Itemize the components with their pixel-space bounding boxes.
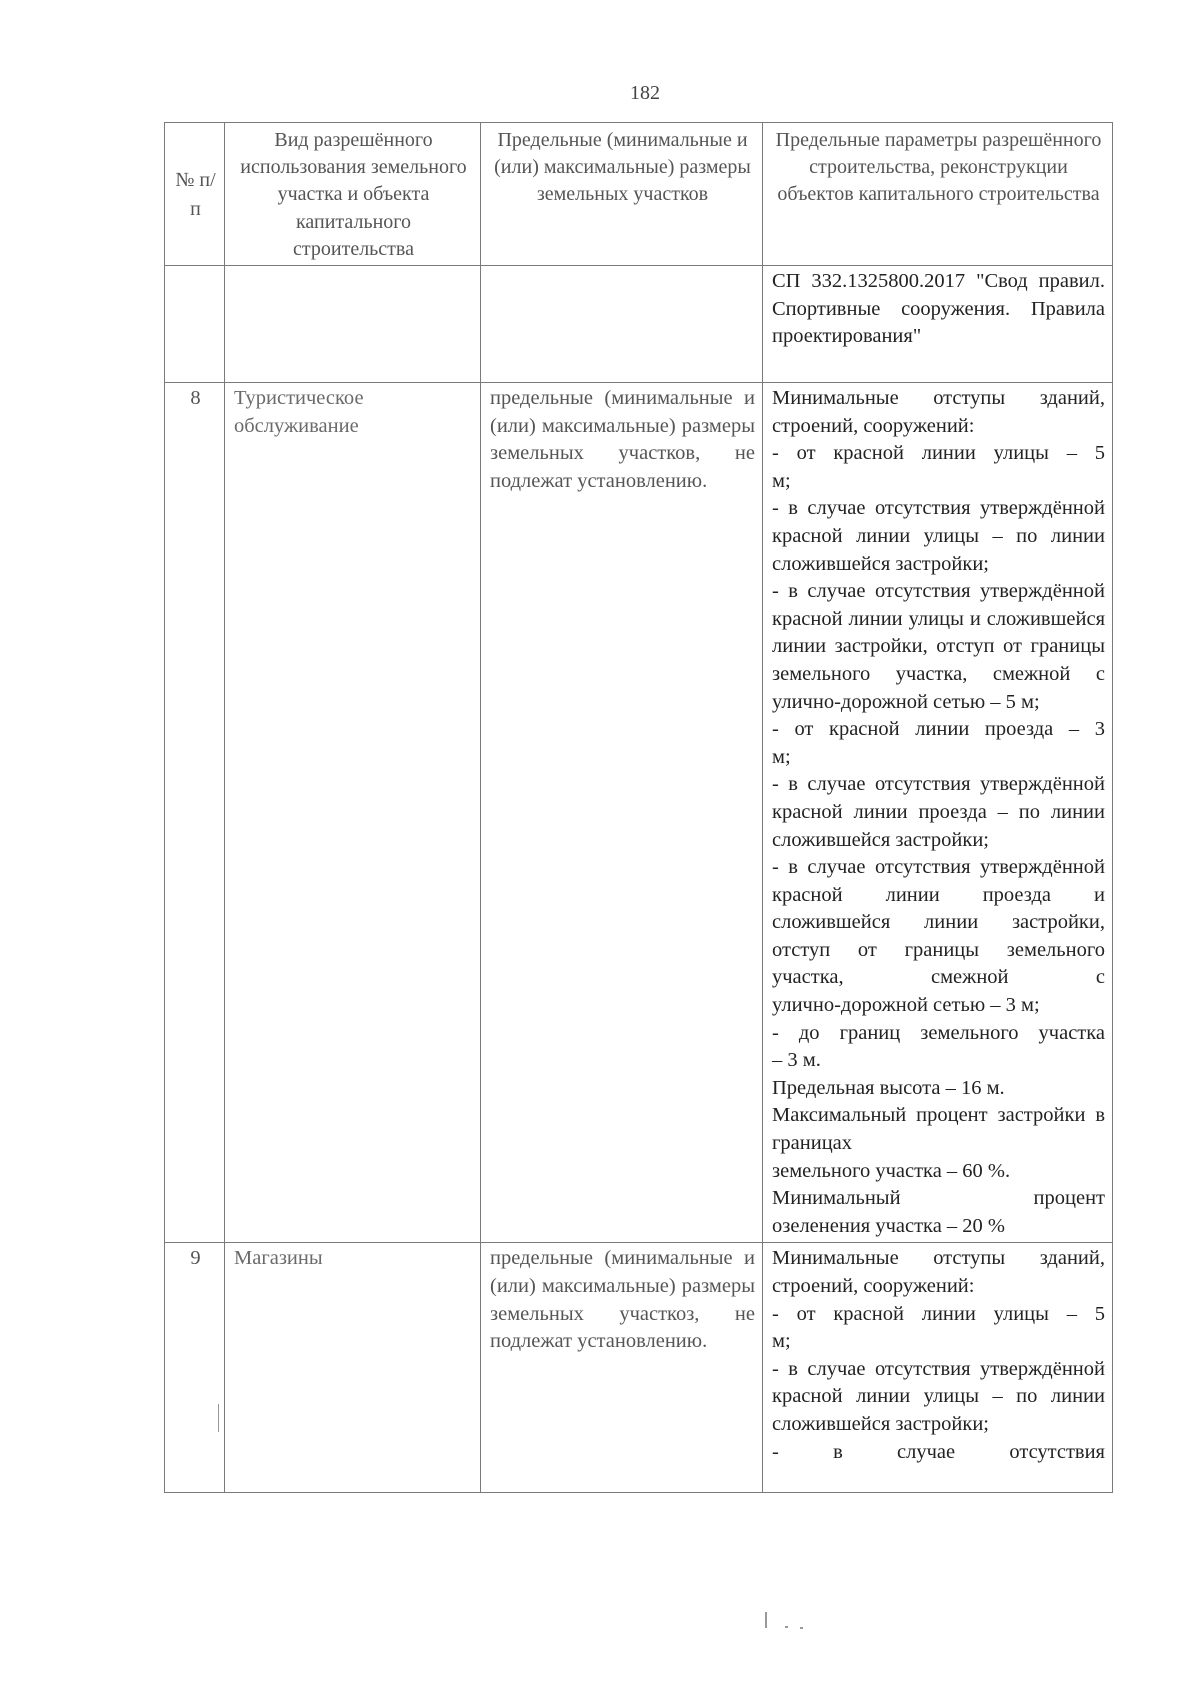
params-line: улично-дорожной сетью – 3 м;: [772, 994, 1040, 1017]
params-line: - в случае отсутствия: [772, 1440, 1105, 1463]
page-number: 182: [630, 82, 660, 104]
table-row: [165, 266, 1113, 383]
limits-line: предельные (минимальные и (или) максимальные) размеры земельных участкоз, не: [490, 1247, 755, 1325]
scan-speck: [218, 1404, 219, 1432]
row-use-type: [225, 266, 481, 383]
row-use-type: Магазины: [225, 1243, 481, 1493]
params-line: Предельная высота – 16 м.: [772, 1076, 1005, 1099]
params-line: СП 332.1325800.2017 "Свод правил. Спортивные сооружения. Правила: [772, 270, 1105, 320]
params-line: м;: [772, 469, 791, 492]
params-line: Минимальные отступы зданий, строений, сооружений:: [772, 1247, 1105, 1298]
table-row: [165, 383, 1113, 1243]
params-line: - от красной линии улицы – 5: [772, 1302, 1105, 1325]
params-line: - от красной линии проезда – 3: [772, 718, 1105, 741]
params-line: проектирования": [772, 325, 922, 348]
params-line: земельного участка – 60 %.: [772, 1159, 1011, 1182]
regulations-table: [164, 122, 1113, 1493]
scan-speck: [785, 1626, 788, 1628]
params-line: м;: [772, 1330, 791, 1353]
params-line: Максимальный процент застройки в границах: [772, 1104, 1105, 1155]
params-line: - от красной линии улицы – 5: [772, 442, 1105, 465]
row-build-params: [763, 383, 1113, 1243]
row-use-type: Туристическое обслуживание: [225, 383, 481, 1243]
limits-line: предельные (минимальные и (или) максимальные) размеры земельных участков, не: [490, 387, 755, 465]
params-line: - в случае отсутствия утверждённой красной линии проезда – по линии: [772, 773, 1105, 823]
row-build-params: [763, 266, 1113, 383]
limits-line: подлежат установлению.: [490, 1330, 708, 1353]
params-line: – 3 м.: [772, 1049, 821, 1072]
limits-line: подлежат установлению.: [490, 469, 708, 492]
params-line: - в случае отсутствия утверждённой красной линии улицы – по линии: [772, 1357, 1105, 1408]
params-line: - в случае отсутствия утверждённой красной линии улицы и сложившейся линии застройки, отступ от границы земельного участка, смежной с: [772, 580, 1105, 685]
row-build-params: [763, 1243, 1113, 1493]
params-line: сложившейся застройки;: [772, 552, 989, 575]
params-line: - до границ земельного участка: [772, 1021, 1105, 1044]
table-header-row: [165, 123, 1113, 266]
scan-speck: [765, 1612, 767, 1628]
header-use-type: Вид разрешённого использования земельного участка и объекта капитального строительства: [225, 123, 481, 266]
row-plot-sizes: [481, 1243, 763, 1493]
row-number: [165, 266, 225, 383]
table-row: [165, 1243, 1113, 1493]
params-line: м;: [772, 745, 791, 768]
params-line: сложившейся застройки;: [772, 828, 989, 851]
params-line: Минимальный процент: [772, 1187, 1105, 1210]
header-build-params: Предельные параметры разрешённого строительства, реконструкции объектов капитального строительства: [763, 123, 1113, 266]
header-plot-sizes: Предельные (минимальные и (или) максимальные) размеры земельных участков: [481, 123, 763, 266]
row-number: 8: [165, 383, 225, 1243]
params-line: улично-дорожной сетью – 5 м;: [772, 690, 1040, 713]
params-line: сложившейся застройки;: [772, 1412, 989, 1435]
params-line: - в случае отсутствия утверждённой красной линии проезда и сложившейся линии застройки, отступ от границы земельного участка, смежной с: [772, 856, 1105, 989]
header-number: № п/п: [165, 123, 225, 266]
params-line: Минимальные отступы зданий, строений, сооружений:: [772, 387, 1105, 437]
row-plot-sizes: [481, 266, 763, 383]
row-plot-sizes: [481, 383, 763, 1243]
params-line: озеленения участка – 20 %: [772, 1214, 1006, 1237]
params-line: - в случае отсутствия утверждённой красной линии улицы – по линии: [772, 497, 1105, 547]
scan-speck: [800, 1627, 803, 1629]
row-number: 9: [165, 1243, 225, 1493]
